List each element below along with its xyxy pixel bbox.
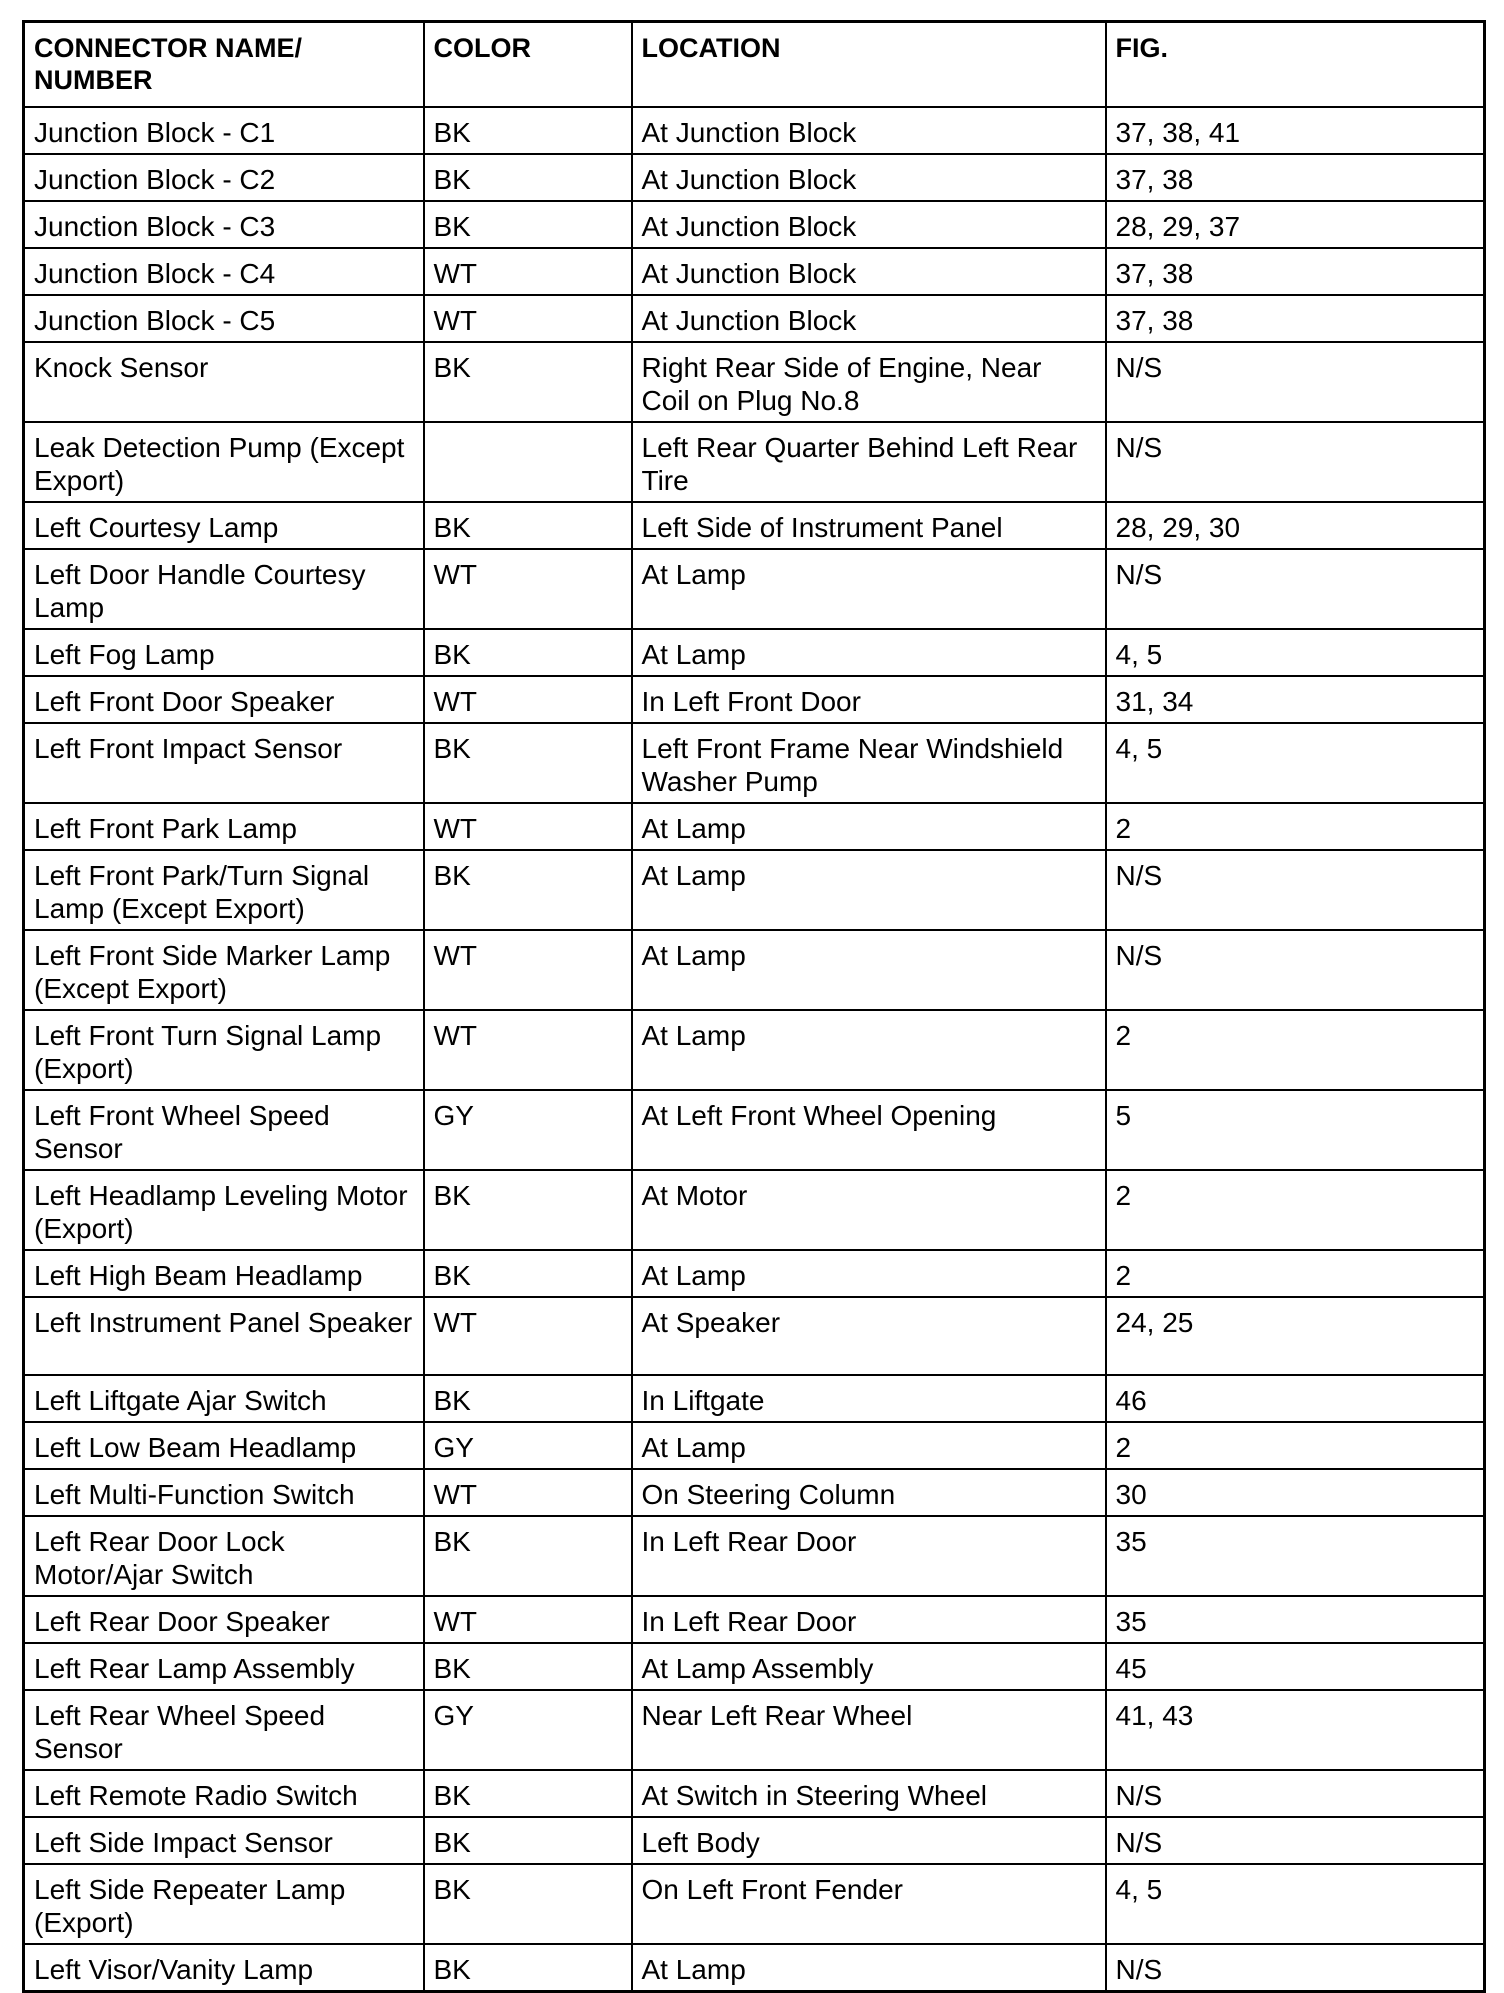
- cell-connector-name: Left Courtesy Lamp: [24, 502, 424, 549]
- table-row: [24, 1817, 1485, 1864]
- cell-fig: 2: [1106, 1170, 1485, 1250]
- cell-location: In Left Rear Door: [632, 1596, 1106, 1643]
- cell-location: At Speaker: [632, 1297, 1106, 1375]
- cell-connector-name: Left Door Handle Courtesy Lamp: [24, 549, 424, 629]
- cell-fig: 4, 5: [1106, 1864, 1485, 1944]
- cell-location: At Lamp: [632, 930, 1106, 1010]
- cell-fig: 2: [1106, 1010, 1485, 1090]
- cell-color: BK: [424, 342, 632, 422]
- cell-fig: N/S: [1106, 422, 1485, 502]
- cell-location: At Lamp: [632, 1944, 1106, 1992]
- cell-location: Near Left Rear Wheel: [632, 1690, 1106, 1770]
- table-row: [24, 723, 1485, 803]
- cell-connector-name: Left Rear Door Lock Motor/Ajar Switch: [24, 1516, 424, 1596]
- cell-fig: N/S: [1106, 342, 1485, 422]
- cell-location: Left Body: [632, 1817, 1106, 1864]
- cell-color: BK: [424, 1864, 632, 1944]
- table-row: [24, 201, 1485, 248]
- cell-fig: 2: [1106, 1250, 1485, 1297]
- cell-fig: 37, 38: [1106, 295, 1485, 342]
- cell-location: At Lamp: [632, 850, 1106, 930]
- table-row: [24, 1864, 1485, 1944]
- cell-connector-name: Left Front Door Speaker: [24, 676, 424, 723]
- table-row: [24, 295, 1485, 342]
- table-header-row: [24, 22, 1485, 108]
- cell-fig: 37, 38, 41: [1106, 107, 1485, 154]
- cell-location: At Junction Block: [632, 248, 1106, 295]
- cell-connector-name: Left High Beam Headlamp: [24, 1250, 424, 1297]
- table-row: [24, 1469, 1485, 1516]
- cell-color: BK: [424, 502, 632, 549]
- cell-location: At Junction Block: [632, 154, 1106, 201]
- cell-color: WT: [424, 549, 632, 629]
- table-row: [24, 107, 1485, 154]
- cell-color: BK: [424, 723, 632, 803]
- cell-location: At Motor: [632, 1170, 1106, 1250]
- cell-location: On Steering Column: [632, 1469, 1106, 1516]
- cell-location: At Lamp Assembly: [632, 1643, 1106, 1690]
- cell-connector-name: Left Multi-Function Switch: [24, 1469, 424, 1516]
- cell-location: In Left Rear Door: [632, 1516, 1106, 1596]
- cell-color: BK: [424, 1170, 632, 1250]
- cell-color: BK: [424, 629, 632, 676]
- table-row: [24, 803, 1485, 850]
- cell-fig: 28, 29, 37: [1106, 201, 1485, 248]
- cell-location: At Lamp: [632, 1422, 1106, 1469]
- table-row: [24, 1944, 1485, 1992]
- cell-connector-name: Left Visor/Vanity Lamp: [24, 1944, 424, 1992]
- table-row: [24, 1090, 1485, 1170]
- cell-connector-name: Junction Block - C5: [24, 295, 424, 342]
- cell-fig: 37, 38: [1106, 248, 1485, 295]
- table-row: [24, 629, 1485, 676]
- cell-color: BK: [424, 850, 632, 930]
- cell-fig: 45: [1106, 1643, 1485, 1690]
- cell-connector-name: Left Front Park/Turn Signal Lamp (Except Export): [24, 850, 424, 930]
- cell-color: BK: [424, 1375, 632, 1422]
- cell-connector-name: Leak Detection Pump (Except Export): [24, 422, 424, 502]
- cell-location: Left Front Frame Near Windshield Washer Pump: [632, 723, 1106, 803]
- table-row: [24, 342, 1485, 422]
- cell-fig: 46: [1106, 1375, 1485, 1422]
- cell-fig: N/S: [1106, 850, 1485, 930]
- cell-fig: 37, 38: [1106, 154, 1485, 201]
- table-row: [24, 1516, 1485, 1596]
- cell-fig: 2: [1106, 803, 1485, 850]
- cell-fig: 35: [1106, 1596, 1485, 1643]
- cell-connector-name: Junction Block - C4: [24, 248, 424, 295]
- cell-fig: 31, 34: [1106, 676, 1485, 723]
- cell-location: Left Side of Instrument Panel: [632, 502, 1106, 549]
- cell-connector-name: Left Rear Door Speaker: [24, 1596, 424, 1643]
- cell-color: WT: [424, 1469, 632, 1516]
- cell-fig: 41, 43: [1106, 1690, 1485, 1770]
- cell-connector-name: Left Front Impact Sensor: [24, 723, 424, 803]
- cell-color: BK: [424, 1944, 632, 1992]
- header-connector-name: CONNECTOR NAME/ NUMBER: [24, 22, 424, 108]
- cell-location: At Left Front Wheel Opening: [632, 1090, 1106, 1170]
- cell-connector-name: Junction Block - C2: [24, 154, 424, 201]
- cell-fig: 24, 25: [1106, 1297, 1485, 1375]
- cell-location: Right Rear Side of Engine, Near Coil on Plug No.8: [632, 342, 1106, 422]
- cell-color: BK: [424, 1516, 632, 1596]
- cell-fig: 4, 5: [1106, 629, 1485, 676]
- table-row: [24, 422, 1485, 502]
- cell-location: At Junction Block: [632, 295, 1106, 342]
- cell-color: GY: [424, 1422, 632, 1469]
- cell-connector-name: Left Headlamp Leveling Motor (Export): [24, 1170, 424, 1250]
- cell-fig: N/S: [1106, 1944, 1485, 1992]
- table-row: [24, 1250, 1485, 1297]
- cell-connector-name: Junction Block - C3: [24, 201, 424, 248]
- cell-fig: N/S: [1106, 1770, 1485, 1817]
- cell-location: At Lamp: [632, 549, 1106, 629]
- cell-color: [424, 422, 632, 502]
- cell-location: In Liftgate: [632, 1375, 1106, 1422]
- cell-connector-name: Left Liftgate Ajar Switch: [24, 1375, 424, 1422]
- table-row: [24, 850, 1485, 930]
- cell-color: BK: [424, 1250, 632, 1297]
- table-row: [24, 1770, 1485, 1817]
- header-fig: FIG.: [1106, 22, 1485, 108]
- cell-connector-name: Left Front Side Marker Lamp (Except Export): [24, 930, 424, 1010]
- table-row: [24, 1690, 1485, 1770]
- cell-color: WT: [424, 1596, 632, 1643]
- cell-color: WT: [424, 930, 632, 1010]
- cell-color: BK: [424, 107, 632, 154]
- cell-location: On Left Front Fender: [632, 1864, 1106, 1944]
- cell-location: At Lamp: [632, 629, 1106, 676]
- cell-fig: 4, 5: [1106, 723, 1485, 803]
- cell-color: BK: [424, 1643, 632, 1690]
- cell-connector-name: Left Side Impact Sensor: [24, 1817, 424, 1864]
- cell-color: WT: [424, 803, 632, 850]
- header-color: COLOR: [424, 22, 632, 108]
- cell-connector-name: Left Front Park Lamp: [24, 803, 424, 850]
- table-row: [24, 549, 1485, 629]
- cell-fig: 28, 29, 30: [1106, 502, 1485, 549]
- connector-table: [22, 20, 1486, 1993]
- table-row: [24, 1596, 1485, 1643]
- cell-connector-name: Left Front Turn Signal Lamp (Export): [24, 1010, 424, 1090]
- cell-connector-name: Junction Block - C1: [24, 107, 424, 154]
- cell-location: At Switch in Steering Wheel: [632, 1770, 1106, 1817]
- cell-location: At Junction Block: [632, 201, 1106, 248]
- table-row: [24, 248, 1485, 295]
- cell-fig: 30: [1106, 1469, 1485, 1516]
- table-row: [24, 1643, 1485, 1690]
- cell-connector-name: Left Fog Lamp: [24, 629, 424, 676]
- cell-connector-name: Left Rear Lamp Assembly: [24, 1643, 424, 1690]
- cell-fig: 35: [1106, 1516, 1485, 1596]
- cell-color: BK: [424, 201, 632, 248]
- cell-color: BK: [424, 1770, 632, 1817]
- cell-color: BK: [424, 154, 632, 201]
- cell-location: At Lamp: [632, 803, 1106, 850]
- cell-location: At Lamp: [632, 1010, 1106, 1090]
- table-row: [24, 930, 1485, 1010]
- header-location: LOCATION: [632, 22, 1106, 108]
- cell-fig: N/S: [1106, 549, 1485, 629]
- cell-color: WT: [424, 676, 632, 723]
- cell-connector-name: Knock Sensor: [24, 342, 424, 422]
- cell-location: At Lamp: [632, 1250, 1106, 1297]
- cell-location: At Junction Block: [632, 107, 1106, 154]
- cell-fig: 5: [1106, 1090, 1485, 1170]
- table-row: [24, 1422, 1485, 1469]
- cell-connector-name: Left Low Beam Headlamp: [24, 1422, 424, 1469]
- cell-fig: N/S: [1106, 930, 1485, 1010]
- cell-connector-name: Left Remote Radio Switch: [24, 1770, 424, 1817]
- cell-color: GY: [424, 1090, 632, 1170]
- table-row: [24, 154, 1485, 201]
- cell-connector-name: Left Instrument Panel Speaker: [24, 1297, 424, 1375]
- cell-color: WT: [424, 295, 632, 342]
- cell-location: Left Rear Quarter Behind Left Rear Tire: [632, 422, 1106, 502]
- table-row: [24, 502, 1485, 549]
- cell-color: GY: [424, 1690, 632, 1770]
- table-row: [24, 1375, 1485, 1422]
- cell-connector-name: Left Front Wheel Speed Sensor: [24, 1090, 424, 1170]
- cell-color: BK: [424, 1817, 632, 1864]
- cell-fig: 2: [1106, 1422, 1485, 1469]
- table-row: [24, 1170, 1485, 1250]
- cell-fig: N/S: [1106, 1817, 1485, 1864]
- cell-location: In Left Front Door: [632, 676, 1106, 723]
- table-row: [24, 1297, 1485, 1375]
- table-row: [24, 1010, 1485, 1090]
- table-row: [24, 676, 1485, 723]
- cell-color: WT: [424, 248, 632, 295]
- cell-color: WT: [424, 1010, 632, 1090]
- cell-connector-name: Left Side Repeater Lamp (Export): [24, 1864, 424, 1944]
- cell-connector-name: Left Rear Wheel Speed Sensor: [24, 1690, 424, 1770]
- connector-table-page: [22, 20, 1483, 1993]
- cell-color: WT: [424, 1297, 632, 1375]
